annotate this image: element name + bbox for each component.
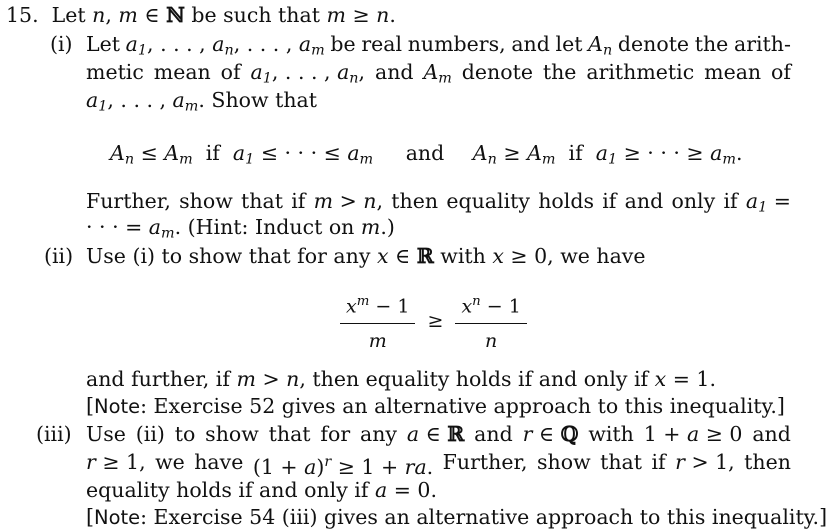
relation-symbol: ≥: [427, 309, 444, 332]
part-iii-note: [Note: Exercise 54 (iii) gives an alternative approach to this inequality.]: [86, 505, 827, 529]
part-iii-line-3: equality holds if and only if a = 0.: [86, 478, 437, 502]
part-i-line-1: Let $a_1$, . . . , $a_n$, . . . , $a_m$ be real numbers, and let $A_n$ denote the arith-: [86, 32, 791, 59]
part-i-further-line-1: Further, show that if m > n, then equality holds if and only if $a_1$ =: [86, 189, 791, 216]
part-iii-label: (iii): [36, 422, 72, 446]
exercise-intro: Let n, m ∈ ℕ be such that m ≥ n.: [45, 3, 396, 27]
part-ii-note: [Note: Exercise 52 gives an alternative approach to this inequality.]: [86, 394, 785, 418]
display-left: $A_n \le A_m$ if $a_1$ ≤ · · · ≤ $a_m$: [110, 141, 374, 168]
display-right: $A_n \ge A_m$ if $a_1$ ≥ · · · ≥ $a_m$.: [472, 141, 743, 168]
display-and: and: [405, 141, 445, 165]
fraction-left: $\frac{x^m - 1}{m}$: [340, 289, 415, 354]
part-ii-label: (ii): [44, 244, 74, 268]
exercise-header: [6, 2, 396, 28]
part-iii-line-1: Use (ii) to show that for any a ∈ ℝ and r ∈ ℚ with 1 + a ≥ 0 and: [86, 422, 791, 446]
part-ii-text: Use (i) to show that for any x ∈ ℝ with x ≥ 0, we have: [86, 244, 646, 268]
part-i-further-line-2: · · · = $a_m$. (Hint: Induct on m.): [86, 215, 395, 242]
part-i-line-2: metic mean of $a_1$, . . . , $a_n$, and $A_m$ denote the arithmetic mean of: [86, 60, 791, 87]
exercise-number: 15.: [6, 3, 39, 27]
fraction-right: $\frac{x^n - 1}{n}$: [455, 289, 526, 354]
note-label: Note: [94, 506, 141, 529]
note-text: : Exercise 52 gives an alternative approach to this inequality.: [140, 394, 777, 418]
part-i-line-3: $a_1$, . . . , $a_m$. Show that: [86, 88, 317, 115]
part-iii-line-2: r ≥ 1, we have $(1 + a)^r \ge 1$ + ra. Further, show that if r > 1, then: [86, 450, 791, 479]
note-text: : Exercise 54 (iii) gives an alternative approach to this inequality.: [140, 505, 820, 529]
note-label: Note: [94, 395, 141, 418]
part-ii-display-math: [340, 289, 527, 354]
part-i-display-math: [110, 140, 742, 173]
part-i-label: (i): [50, 32, 73, 56]
part-ii-after: and further, if m > n, then equality holds if and only if x = 1.: [86, 367, 716, 391]
